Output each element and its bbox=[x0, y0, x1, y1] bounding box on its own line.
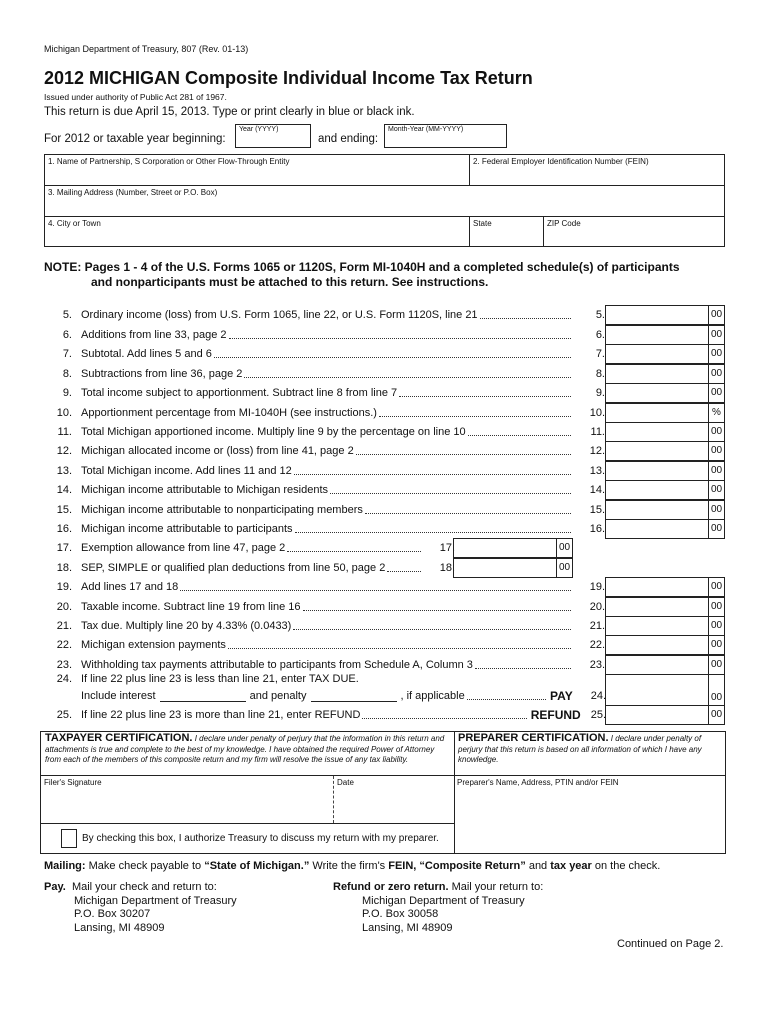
payee: “State of Michigan.” bbox=[204, 860, 310, 872]
form-title: 2012 MICHIGAN Composite Individual Income Tax Return bbox=[44, 68, 533, 88]
fein-field[interactable] bbox=[470, 155, 724, 186]
line-text: Withholding tax payments attributable to participants from Schedule A, Column 3 bbox=[81, 658, 473, 671]
line-8-row bbox=[44, 364, 605, 383]
zip-field[interactable] bbox=[544, 217, 724, 246]
leader-dots bbox=[293, 621, 571, 630]
line-text: Apportionment percentage from MI-1040H (see instructions.) bbox=[81, 406, 377, 419]
leader-dots bbox=[244, 369, 571, 378]
line-23-amount[interactable] bbox=[605, 655, 725, 675]
mailing-text: Make check payable to bbox=[88, 860, 205, 872]
due-text: This return is due April 15, 2013. Type or print clearly in blue or black ink. bbox=[44, 106, 415, 118]
preparer-certification bbox=[458, 733, 720, 766]
leader-dots bbox=[480, 310, 571, 319]
line-19-amount[interactable] bbox=[605, 577, 725, 597]
line-21-amount[interactable] bbox=[605, 616, 725, 636]
line-11-row bbox=[44, 422, 605, 441]
cents-label: 00 bbox=[708, 598, 724, 616]
line-9-row bbox=[44, 383, 605, 402]
refund-addr-line: Lansing, MI 48909 bbox=[362, 921, 453, 934]
authorize-text: By checking this box, I authorize Treasury to discuss my return with my preparer. bbox=[82, 833, 439, 844]
cents-label: 00 bbox=[708, 636, 724, 654]
line-text: Add lines 17 and 18 bbox=[81, 580, 179, 593]
zip-label: ZIP Code bbox=[547, 219, 581, 228]
year-label: For 2012 or taxable year beginning: bbox=[44, 133, 226, 145]
date-field[interactable] bbox=[333, 776, 455, 823]
line-10-row bbox=[44, 403, 605, 422]
line-ref: 12. bbox=[589, 444, 605, 457]
state-field[interactable] bbox=[470, 217, 544, 246]
leader-dots bbox=[303, 602, 571, 611]
line-ref: 23. bbox=[589, 658, 605, 671]
line-number: 16. bbox=[56, 522, 72, 535]
line-14-amount[interactable] bbox=[605, 480, 725, 500]
entity-name-label: 1. Name of Partnership, S Corporation or Other Flow-Through Entity bbox=[48, 157, 290, 166]
line-15-amount[interactable] bbox=[605, 500, 725, 520]
leader-dots bbox=[387, 563, 421, 572]
line-25-amount[interactable] bbox=[605, 705, 725, 725]
leader-dots bbox=[399, 388, 571, 397]
line-text: Additions from line 33, page 2 bbox=[81, 328, 227, 341]
line-text: If line 22 plus line 23 is more than line 21, enter REFUND bbox=[81, 708, 361, 721]
cents-label: 00 bbox=[708, 345, 724, 363]
line-8-amount[interactable] bbox=[605, 364, 725, 384]
line-ref: 25. bbox=[590, 708, 606, 721]
taxpayer-cert-title: TAXPAYER CERTIFICATION. bbox=[45, 732, 193, 744]
line-9-amount[interactable] bbox=[605, 383, 725, 403]
line-16-amount[interactable] bbox=[605, 519, 725, 539]
pay-addr-line: Lansing, MI 48909 bbox=[74, 921, 165, 934]
penalty-label: and penalty bbox=[249, 689, 307, 702]
line-ref: 8. bbox=[595, 367, 605, 380]
line-number: 23. bbox=[56, 658, 72, 671]
line-text: Taxable income. Subtract line 19 from line 16 bbox=[81, 600, 301, 613]
line-text: Subtractions from line 36, page 2 bbox=[81, 367, 243, 380]
cents-label: 00 bbox=[708, 481, 724, 499]
line-15-row bbox=[44, 500, 605, 519]
refund-addr-line: Michigan Department of Treasury bbox=[362, 894, 525, 907]
line-number: 9. bbox=[62, 386, 72, 399]
city-label: 4. City or Town bbox=[48, 219, 101, 228]
line-ref: 20. bbox=[589, 600, 605, 613]
line-ref: 7. bbox=[595, 347, 605, 360]
fein-label: 2. Federal Employer Identification Number (FEIN) bbox=[473, 157, 649, 166]
leader-dots bbox=[287, 543, 421, 552]
line-17-row bbox=[44, 538, 455, 557]
leader-dots bbox=[294, 466, 571, 475]
line-ref: 24. bbox=[590, 689, 606, 702]
leader-dots bbox=[228, 640, 571, 649]
line-ref: 10. bbox=[589, 406, 605, 419]
line-text: Michigan income attributable to participants bbox=[81, 522, 293, 535]
line-text: Exemption allowance from line 47, page 2 bbox=[81, 541, 286, 554]
line-text: Total Michigan apportioned income. Multiply line 9 by the percentage on line 10 bbox=[81, 425, 466, 438]
line-text: Michigan extension payments bbox=[81, 638, 226, 651]
refund-address bbox=[333, 881, 543, 935]
line-number: 17. bbox=[56, 541, 72, 554]
year-ending-input[interactable] bbox=[384, 124, 507, 148]
line-7-row bbox=[44, 344, 605, 363]
line-14-row bbox=[44, 480, 605, 499]
preparer-info-label: Preparer's Name, Address, PTIN and/or FEIN bbox=[457, 778, 619, 787]
line-text: Michigan income attributable to Michigan residents bbox=[81, 483, 329, 496]
cents-label: 00 bbox=[708, 578, 724, 596]
line-ref: 22. bbox=[589, 638, 605, 651]
pay-label: Pay. bbox=[44, 881, 66, 893]
pay-addr-line: P.O. Box 30207 bbox=[74, 908, 151, 920]
percent-label: % bbox=[708, 404, 724, 422]
line-number: 13. bbox=[56, 464, 72, 477]
line-ref: 18. bbox=[439, 561, 455, 574]
cents-label: 00 bbox=[708, 365, 724, 383]
refund-text: Mail your return to: bbox=[451, 881, 544, 893]
cents-label: 00 bbox=[708, 326, 724, 344]
line-ref: 13. bbox=[589, 464, 605, 477]
line-7-amount[interactable] bbox=[605, 344, 725, 364]
line-25-row bbox=[44, 705, 606, 724]
line-12-row bbox=[44, 441, 605, 460]
applicable-text: , if applicable bbox=[400, 689, 465, 702]
pay-text: Mail your check and return to: bbox=[71, 881, 217, 893]
state-label: State bbox=[473, 219, 492, 228]
line-6-row bbox=[44, 325, 605, 344]
leader-dots bbox=[330, 485, 571, 494]
mailing-text: and bbox=[525, 860, 551, 872]
line-ref: 19. bbox=[589, 580, 605, 593]
note-line-2: and nonparticipants must be attached to this return. See instructions. bbox=[91, 275, 489, 289]
cents-label: 00 bbox=[708, 384, 724, 402]
cents-label: 00 bbox=[556, 559, 572, 577]
line-text: Michigan allocated income or (loss) from line 41, page 2 bbox=[81, 444, 354, 457]
line-number: 14. bbox=[56, 483, 72, 496]
date-label: Date bbox=[337, 778, 354, 787]
taxpayer-cert-text: I declare under penalty of perjury that the information in this return and attachments is true and complete to the best of my knowledge. I have obtained the required Power of Attorney from each of the members of this composite return and my firm will resolve the issue of any tax liability. bbox=[45, 734, 445, 764]
line-number: 5. bbox=[62, 308, 72, 321]
entity-info-grid bbox=[44, 154, 725, 247]
leader-dots bbox=[180, 582, 571, 591]
line-20-amount[interactable] bbox=[605, 597, 725, 617]
line-number: 25. bbox=[56, 708, 72, 721]
line-text: Michigan income attributable to nonparticipating members bbox=[81, 503, 363, 516]
authorize-checkbox[interactable] bbox=[61, 829, 77, 848]
fein-note: FEIN, “Composite Return” bbox=[388, 860, 526, 872]
leader-dots bbox=[356, 446, 571, 455]
mailing-label: Mailing: bbox=[44, 860, 86, 872]
line-11-amount[interactable] bbox=[605, 422, 725, 442]
cents-label: 00 bbox=[708, 675, 724, 705]
pay-address bbox=[44, 881, 237, 935]
line-number: 15. bbox=[56, 503, 72, 516]
line-number: 22. bbox=[56, 638, 72, 651]
entity-name-field[interactable] bbox=[45, 155, 470, 186]
ending-placeholder: Month-Year (MM-YYYY) bbox=[388, 126, 464, 133]
preparer-cert-title: PREPARER CERTIFICATION. bbox=[458, 732, 609, 744]
line-5-row bbox=[44, 305, 605, 324]
mailing-text: Write the firm's bbox=[309, 860, 389, 872]
line-10-amount[interactable] bbox=[605, 403, 725, 423]
note-line-1: NOTE: Pages 1 - 4 of the U.S. Forms 1065 or 1120S, Form MI-1040H and a completed schedule(s) of participants bbox=[44, 260, 680, 274]
line-20-row bbox=[44, 597, 605, 616]
line-number: 8. bbox=[62, 367, 72, 380]
cents-label: 00 bbox=[708, 501, 724, 519]
interest-input[interactable] bbox=[160, 689, 246, 702]
line-ref: 17. bbox=[439, 541, 455, 554]
preparer-cert-text: I declare under penalty of perjury that this return is based on all information of which I have any knowledge. bbox=[458, 734, 702, 764]
line-22-row bbox=[44, 635, 605, 654]
pay-label: PAY bbox=[550, 688, 573, 703]
line-text: Tax due. Multiply line 20 by 4.33% (0.0433) bbox=[81, 619, 292, 632]
line-22-amount[interactable] bbox=[605, 635, 725, 655]
line-ref: 6. bbox=[595, 328, 605, 341]
line-number: 24. bbox=[56, 672, 72, 685]
line-13-amount[interactable] bbox=[605, 461, 725, 481]
leader-dots bbox=[229, 330, 571, 339]
line-18-row bbox=[44, 558, 455, 577]
year-beginning-input[interactable] bbox=[235, 124, 311, 148]
taxyear-note: tax year bbox=[550, 860, 592, 872]
line-number: 18. bbox=[56, 561, 72, 574]
cents-label: 00 bbox=[708, 423, 724, 441]
cents-label: 00 bbox=[708, 520, 724, 538]
taxpayer-certification bbox=[45, 733, 451, 766]
cents-label: 00 bbox=[708, 462, 724, 480]
line-17-amount[interactable] bbox=[453, 538, 573, 558]
line-number: 12. bbox=[56, 444, 72, 457]
cents-label: 00 bbox=[708, 706, 724, 724]
authority-text: Issued under authority of Public Act 281 of 1967. bbox=[44, 92, 227, 102]
leader-dots bbox=[214, 349, 571, 358]
filer-signature-field[interactable] bbox=[41, 776, 333, 823]
line-24-amount[interactable] bbox=[605, 674, 725, 706]
certification-section bbox=[40, 731, 726, 854]
year-placeholder: Year (YYYY) bbox=[239, 126, 279, 133]
line-number: 7. bbox=[62, 347, 72, 360]
line-text: If line 22 plus line 23 is less than line 21, enter TAX DUE. bbox=[81, 672, 359, 685]
line-ref: 14. bbox=[589, 483, 605, 496]
penalty-input[interactable] bbox=[311, 689, 397, 702]
signature-label: Filer's Signature bbox=[44, 778, 102, 787]
line-24-row-2 bbox=[44, 686, 606, 705]
interest-label: Include interest bbox=[81, 689, 156, 702]
line-ref: 15. bbox=[589, 503, 605, 516]
leader-dots bbox=[295, 524, 571, 533]
line-text: SEP, SIMPLE or qualified plan deductions from line 50, page 2 bbox=[81, 561, 386, 574]
line-12-amount[interactable] bbox=[605, 441, 725, 461]
line-18-amount[interactable] bbox=[453, 558, 573, 578]
line-text: Ordinary income (loss) from U.S. Form 1065, line 22, or U.S. Form 1120S, line 21 bbox=[81, 308, 478, 321]
line-number: 19. bbox=[56, 580, 72, 593]
address-label: 3. Mailing Address (Number, Street or P.O. Box) bbox=[48, 188, 218, 197]
line-number: 10. bbox=[56, 406, 72, 419]
line-number: 20. bbox=[56, 600, 72, 613]
line-text: Total Michigan income. Add lines 11 and 12 bbox=[81, 464, 292, 477]
leader-dots bbox=[468, 427, 571, 436]
continued-text: Continued on Page 2. bbox=[617, 938, 724, 950]
cents-label: 00 bbox=[708, 617, 724, 635]
cents-label: 00 bbox=[708, 306, 724, 324]
line-ref: 5. bbox=[595, 308, 605, 321]
mailing-instructions bbox=[44, 860, 660, 872]
line-5-amount[interactable] bbox=[605, 305, 725, 325]
line-ref: 16. bbox=[589, 522, 605, 535]
line-21-row bbox=[44, 616, 605, 635]
line-13-row bbox=[44, 461, 605, 480]
line-6-amount[interactable] bbox=[605, 325, 725, 345]
line-ref: 9. bbox=[595, 386, 605, 399]
line-number: 6. bbox=[62, 328, 72, 341]
leader-dots bbox=[475, 660, 571, 669]
line-text: Subtotal. Add lines 5 and 6 bbox=[81, 347, 212, 360]
line-19-row bbox=[44, 577, 605, 596]
form-id: Michigan Department of Treasury, 807 (Rev. 01-13) bbox=[44, 44, 249, 54]
line-text: Total income subject to apportionment. Subtract line 8 from line 7 bbox=[81, 386, 398, 399]
line-ref: 21. bbox=[589, 619, 605, 632]
ending-label: and ending: bbox=[318, 133, 379, 145]
pay-addr-line: Michigan Department of Treasury bbox=[74, 894, 237, 907]
cents-label: 00 bbox=[708, 442, 724, 460]
mailing-text: on the check. bbox=[591, 860, 661, 872]
preparer-info-field[interactable] bbox=[454, 776, 725, 853]
line-16-row bbox=[44, 519, 605, 538]
city-field[interactable] bbox=[45, 217, 470, 246]
leader-dots bbox=[379, 408, 571, 417]
line-ref: 11. bbox=[590, 425, 605, 438]
line-number: 21. bbox=[56, 619, 72, 632]
note bbox=[44, 260, 680, 290]
cents-label: 00 bbox=[708, 656, 724, 674]
refund-label: REFUND bbox=[530, 707, 581, 722]
refund-addr-line: P.O. Box 30058 bbox=[362, 908, 439, 920]
address-field[interactable] bbox=[45, 186, 724, 217]
cents-label: 00 bbox=[556, 539, 572, 557]
line-number: 11. bbox=[57, 425, 72, 438]
leader-dots bbox=[365, 505, 571, 514]
refund-label: Refund or zero return. bbox=[333, 881, 449, 893]
